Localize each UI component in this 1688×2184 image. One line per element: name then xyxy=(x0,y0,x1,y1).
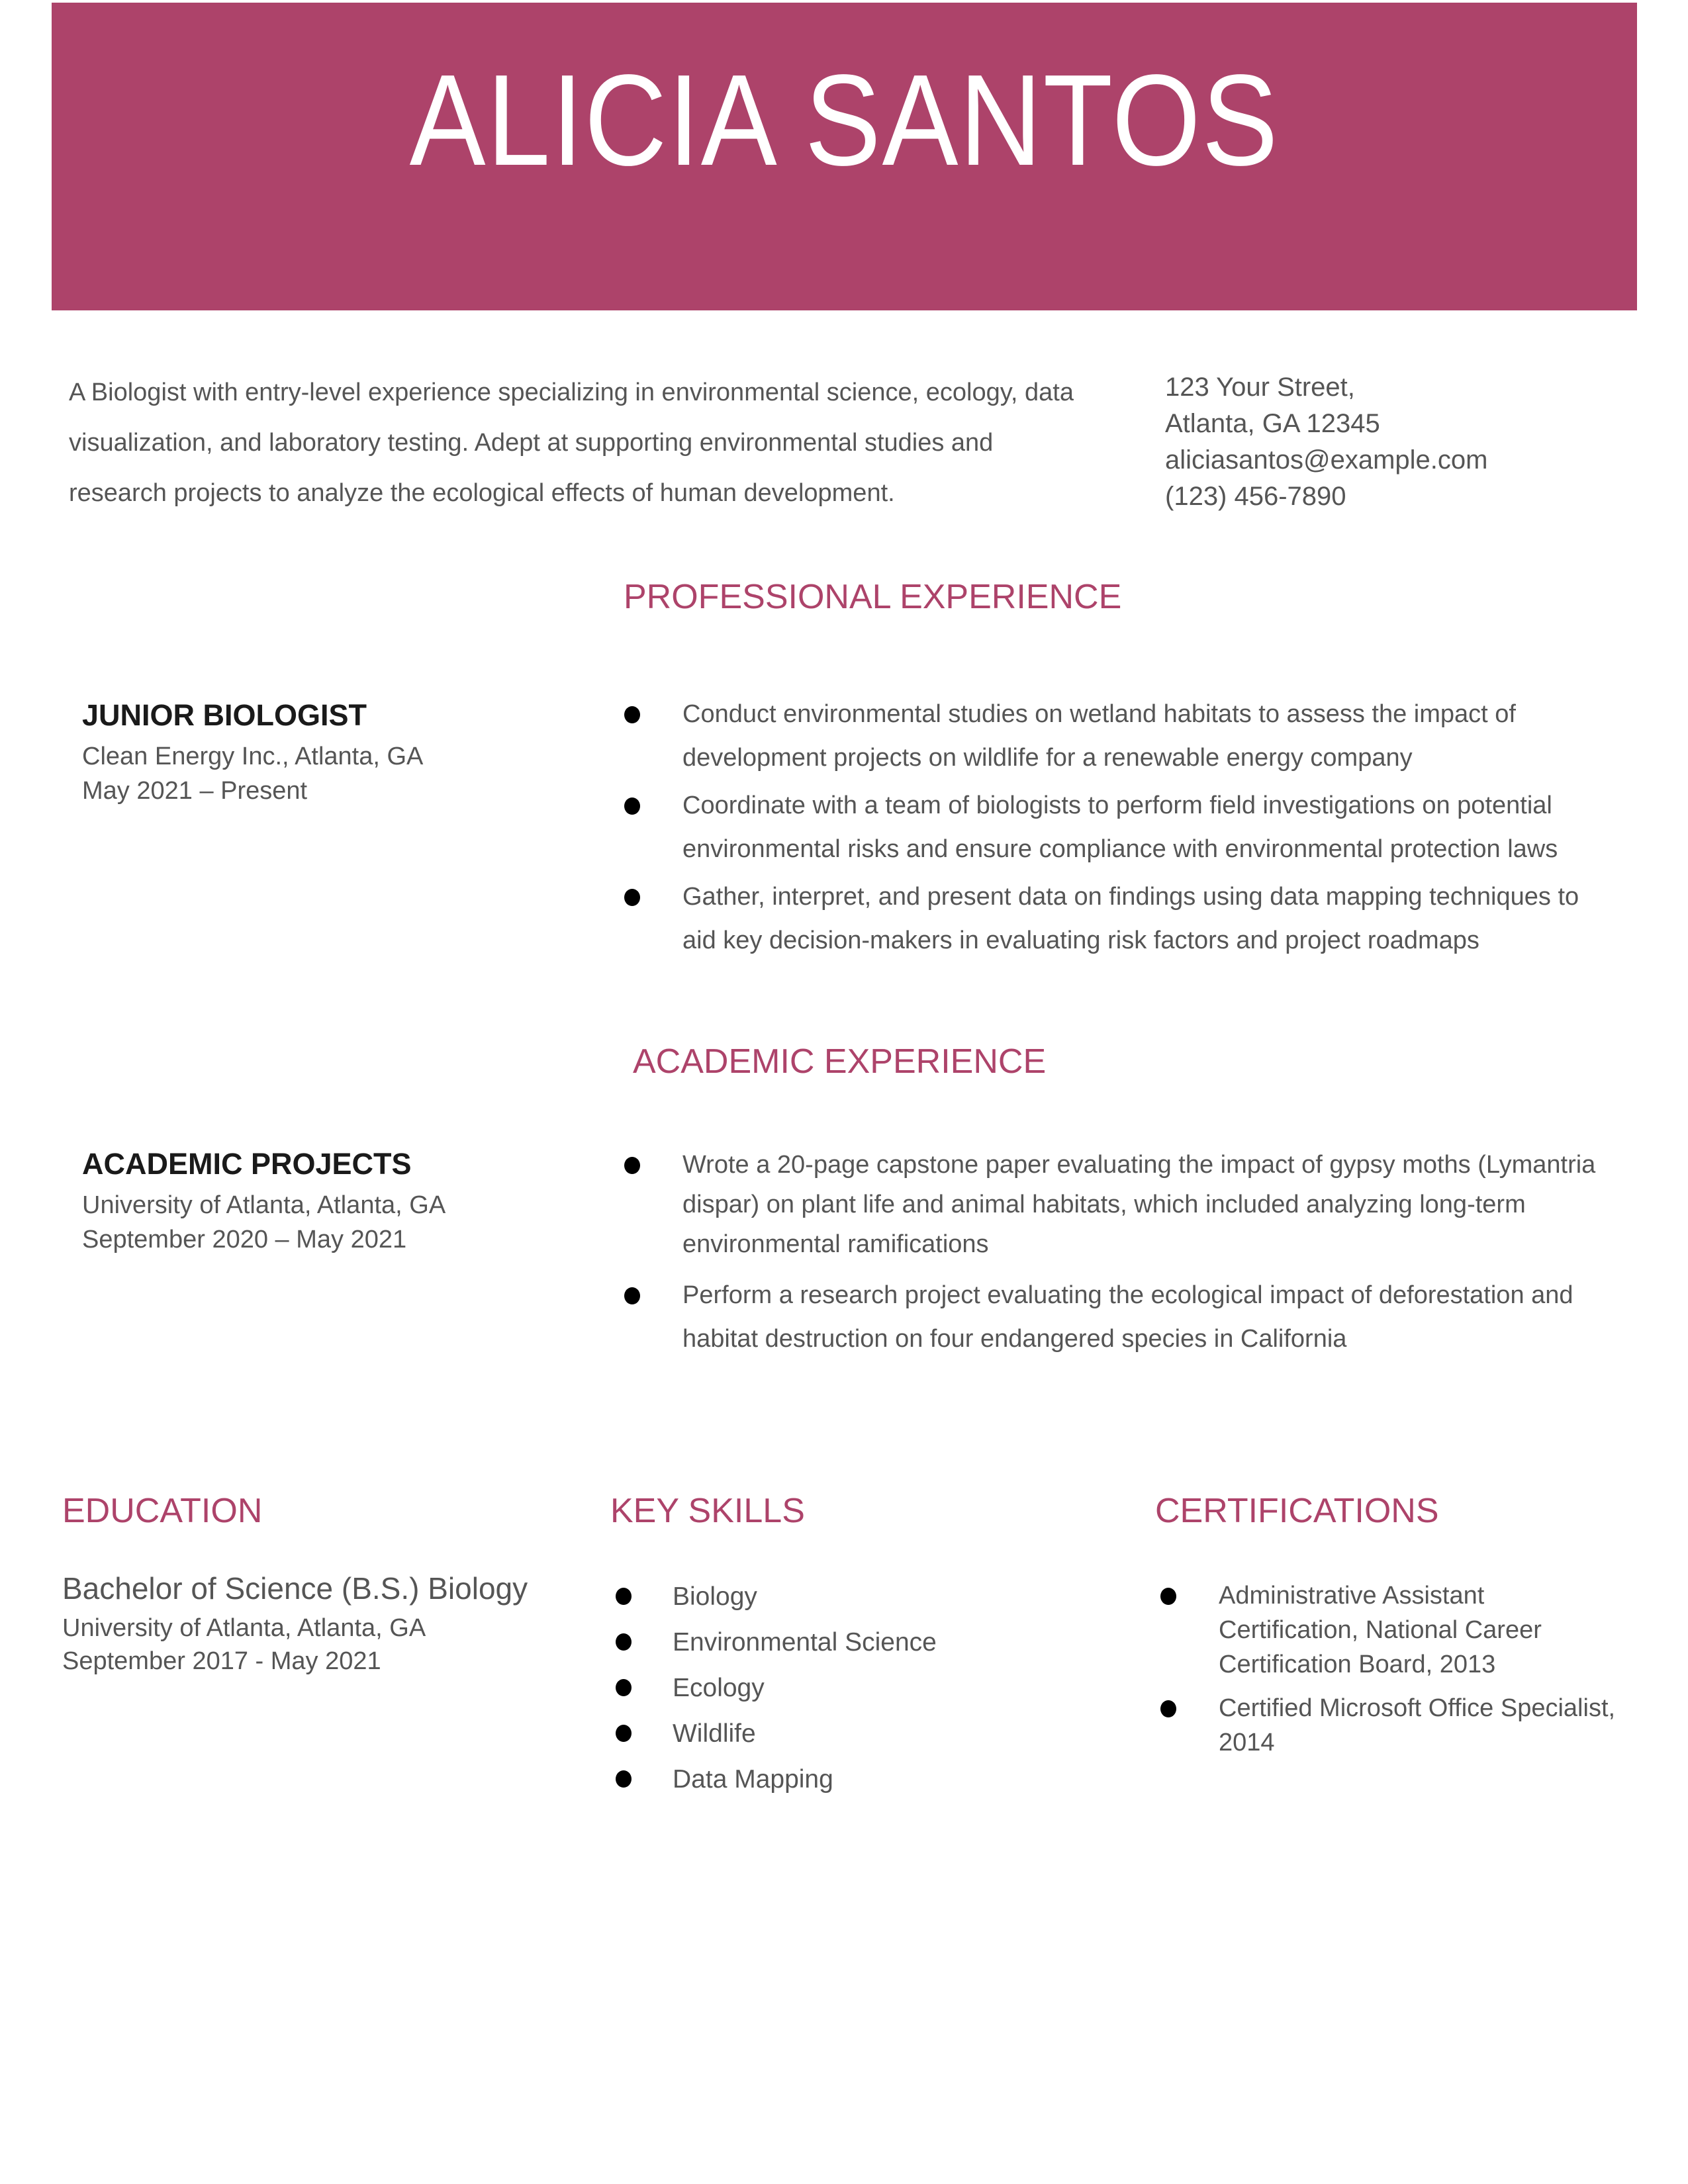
bullet-icon xyxy=(1160,1588,1176,1605)
bullet-icon xyxy=(624,797,640,815)
bullet-icon xyxy=(616,1633,632,1651)
bullet-icon xyxy=(616,1588,632,1605)
certification-item: Certified Microsoft Office Specialist, 2014 xyxy=(1160,1691,1624,1760)
education-dates: September 2017 - May 2021 xyxy=(62,1647,381,1675)
certifications-list xyxy=(1160,1578,1624,1769)
contact-city: Atlanta, GA 12345 xyxy=(1165,409,1380,438)
summary-line: research projects to analyze the ecological effects of human development. xyxy=(69,479,895,507)
bullet-icon xyxy=(624,1157,640,1174)
bullet-icon xyxy=(624,1287,640,1304)
skill-item: Data Mapping xyxy=(616,1756,1079,1802)
bullet-icon xyxy=(616,1770,632,1788)
bullet-icon xyxy=(616,1725,632,1742)
skills-list xyxy=(616,1574,1079,1802)
list-item: Perform a research project evaluating the ecological impact of deforestation and habitat destruction on four endangered species in California xyxy=(624,1273,1597,1361)
section-title-education: EDUCATION xyxy=(62,1492,263,1530)
list-item: Wrote a 20-page capstone paper evaluating the impact of gypsy moths (Lymantria dispar) on plant life and animal habitats, which included analyzing long-term environmental ramifications xyxy=(624,1145,1597,1264)
role-academic-projects xyxy=(82,1147,445,1257)
contact-info xyxy=(1165,369,1487,515)
role-junior-biologist xyxy=(82,698,423,808)
header-banner xyxy=(52,3,1637,310)
summary-line: visualization, and laboratory testing. Adept at supporting environmental studies and xyxy=(69,429,994,457)
list-item: Conduct environmental studies on wetland habitats to assess the impact of development projects on wildlife for a renewable energy company xyxy=(624,692,1597,780)
list-item: Gather, interpret, and present data on findings using data mapping techniques to aid key decision-makers in evaluating risk factors and project roadmaps xyxy=(624,875,1597,962)
skill-item: Environmental Science xyxy=(616,1619,1079,1665)
contact-street: 123 Your Street, xyxy=(1165,373,1355,402)
section-title-professional-experience: PROFESSIONAL EXPERIENCE xyxy=(624,578,1122,616)
list-item: Coordinate with a team of biologists to perform field investigations on potential environmental risks and ensure compliance with environmental protection laws xyxy=(624,784,1597,871)
candidate-name: ALICIA SANTOS xyxy=(409,48,1280,193)
summary xyxy=(69,367,1115,518)
role-title: JUNIOR BIOLOGIST xyxy=(82,698,367,732)
education-school: University of Atlanta, Atlanta, GA xyxy=(62,1614,426,1642)
role-dates: May 2021 – Present xyxy=(82,777,308,805)
section-title-academic-experience: ACADEMIC EXPERIENCE xyxy=(633,1042,1047,1081)
professional-bullets xyxy=(624,692,1597,962)
bullet-icon xyxy=(624,706,640,723)
skill-item: Ecology xyxy=(616,1665,1079,1711)
section-title-certifications: CERTIFICATIONS xyxy=(1155,1492,1439,1530)
role-company: Clean Energy Inc., Atlanta, GA xyxy=(82,743,424,770)
bullet-icon xyxy=(616,1679,632,1696)
education-degree: Bachelor of Science (B.S.) Biology xyxy=(62,1571,528,1606)
contact-phone: (123) 456-7890 xyxy=(1165,482,1346,511)
role-dates: September 2020 – May 2021 xyxy=(82,1226,407,1253)
contact-email[interactable]: aliciasantos@example.com xyxy=(1165,445,1488,475)
certification-item: Administrative Assistant Certification, National Career Certification Board, 2013 xyxy=(1160,1578,1624,1682)
education-entry xyxy=(62,1570,528,1678)
skill-item: Biology xyxy=(616,1574,1079,1619)
skill-item: Wildlife xyxy=(616,1711,1079,1756)
bullet-icon xyxy=(1160,1700,1176,1717)
section-title-key-skills: KEY SKILLS xyxy=(610,1492,805,1530)
bullet-icon xyxy=(624,889,640,906)
role-title: ACADEMIC PROJECTS xyxy=(82,1147,412,1181)
summary-line: A Biologist with entry-level experience specializing in environmental science, ecology, data xyxy=(69,379,1074,406)
academic-bullets xyxy=(624,1145,1597,1361)
role-school: University of Atlanta, Atlanta, GA xyxy=(82,1191,446,1219)
